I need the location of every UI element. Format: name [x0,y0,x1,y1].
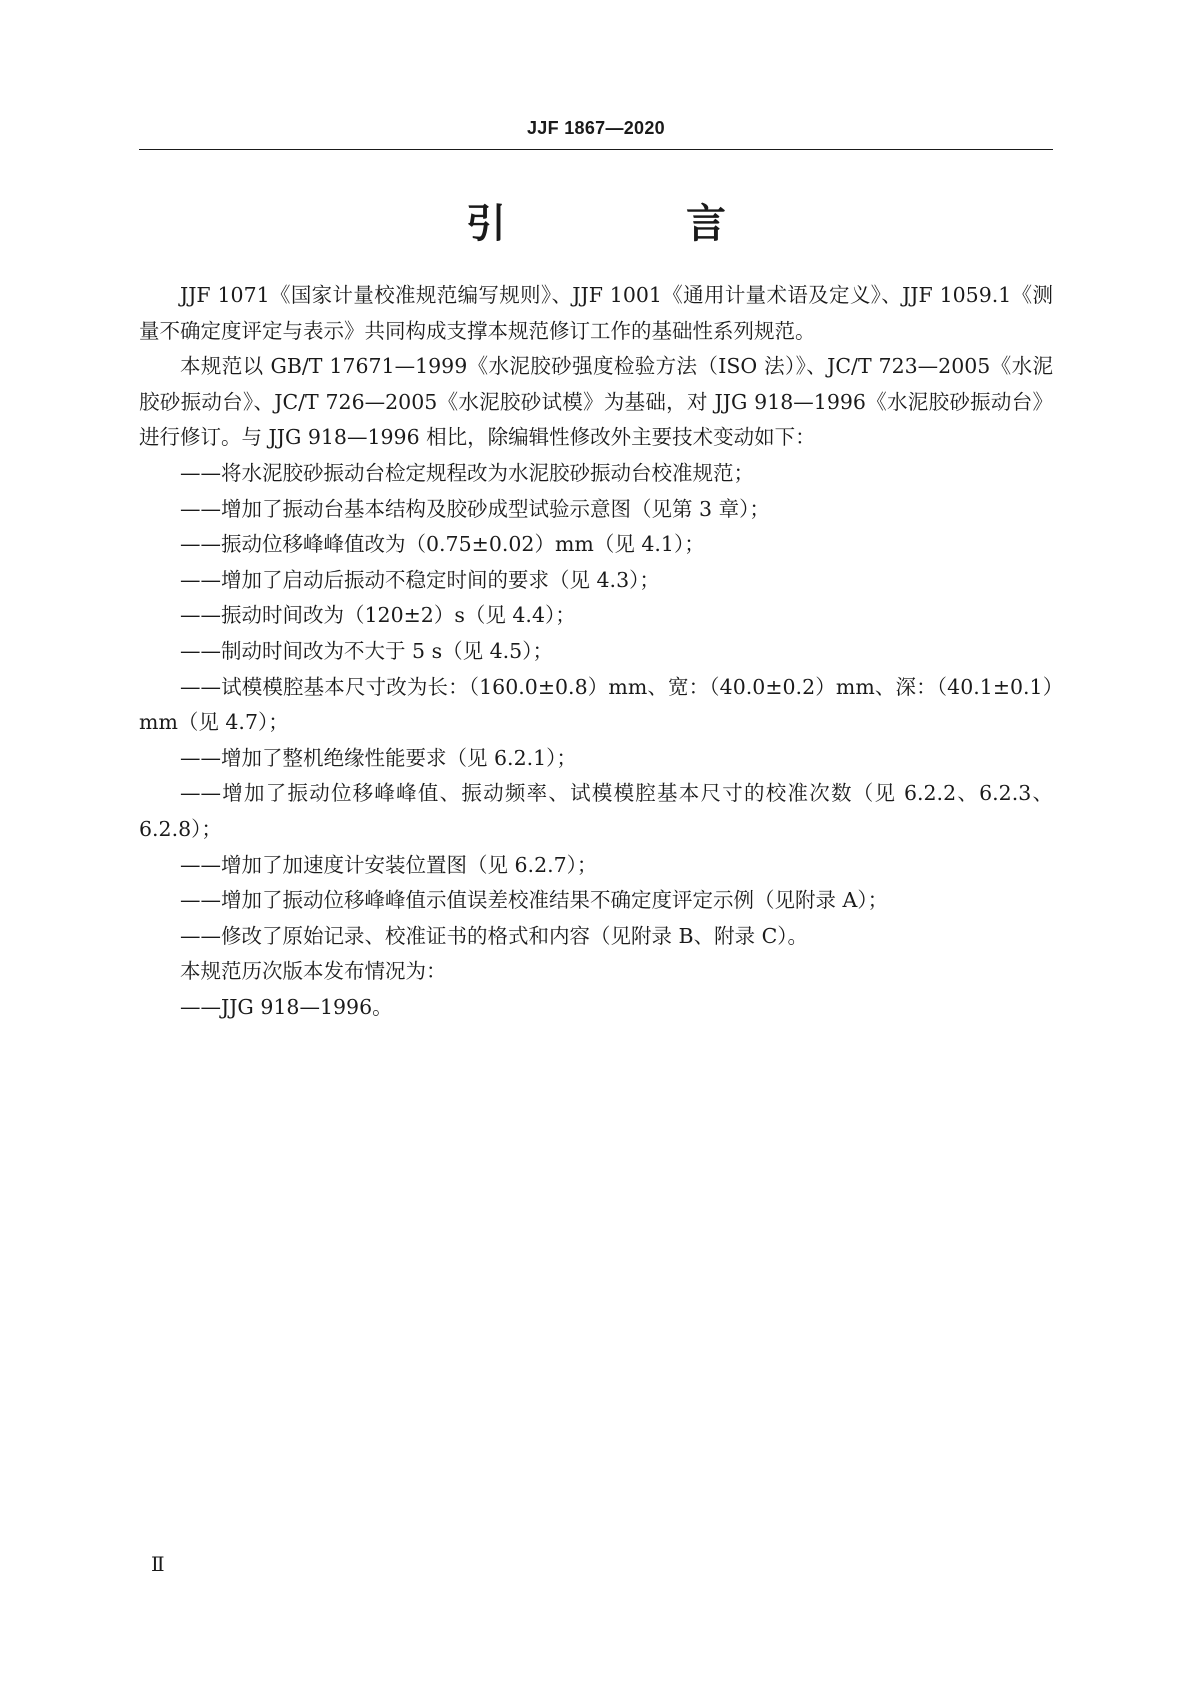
paragraph-revision-basis: 本规范以 GB/T 17671—1999《水泥胶砂强度检验方法（ISO 法）》、JC/T 723—2005《水泥胶砂振动台》、JC/T 726—2005《水泥胶砂试模》为基础，对 JJG 918—1996《水泥胶砂振动台》进行修订。与 JJG 918—1996 相比，除编辑性修改外主要技术变动如下： [139,354,1053,450]
change-item: ——试模模腔基本尺寸改为长：（160.0±0.8）mm、宽：（40.0±0.2）mm、深：（40.1±0.1）mm（见 4.7）； [139,674,1053,735]
document-code-header: JJF 1867—2020 [526,118,665,138]
header-divider [139,149,1053,150]
change-item: ——修改了原始记录、校准证书的格式和内容（见附录 B、附录 C）。 [180,923,809,948]
change-item: ——增加了振动位移峰峰值、振动频率、试模模腔基本尺寸的校准次数（见 6.2.2、6.2.3、6.2.8）； [139,781,1053,841]
section-title: 引 言 [466,201,796,247]
change-item: ——将水泥胶砂振动台检定规程改为水泥胶砂振动台校准规范； [180,460,754,485]
paragraph-normative-references: JJF 1071《国家计量校准规范编写规则》、JJF 1001《通用计量术语及定义》、JJF 1059.1《测量不确定度评定与表示》共同构成支撑本规范修订工作的基础性系列规范。 [139,283,1053,343]
introduction-body [139,278,1053,1025]
change-item: ——增加了加速度计安装位置图（见 6.2.7）； [180,852,598,877]
change-item: ——增加了振动台基本结构及胶砂成型试验示意图（见第 3 章）； [180,496,770,521]
change-item: ——增加了启动后振动不稳定时间的要求（见 4.3）； [180,567,660,592]
change-item: ——增加了整机绝缘性能要求（见 6.2.1）； [180,745,577,770]
change-item: ——振动时间改为（120±2）s（见 4.4）； [180,603,576,628]
change-item: ——振动位移峰峰值改为（0.75±0.02）mm（见 4.1）； [180,532,705,557]
change-item: ——制动时间改为不大于 5 s（见 4.5）； [180,638,553,663]
page-number: Ⅱ [151,1552,165,1576]
change-item: ——增加了振动位移峰峰值示值误差校准结果不确定度评定示例（见附录 A）； [180,888,889,913]
paragraph-version-history: 本规范历次版本发布情况为： [180,959,447,984]
version-history-item: ——JJG 918—1996。 [180,994,393,1019]
